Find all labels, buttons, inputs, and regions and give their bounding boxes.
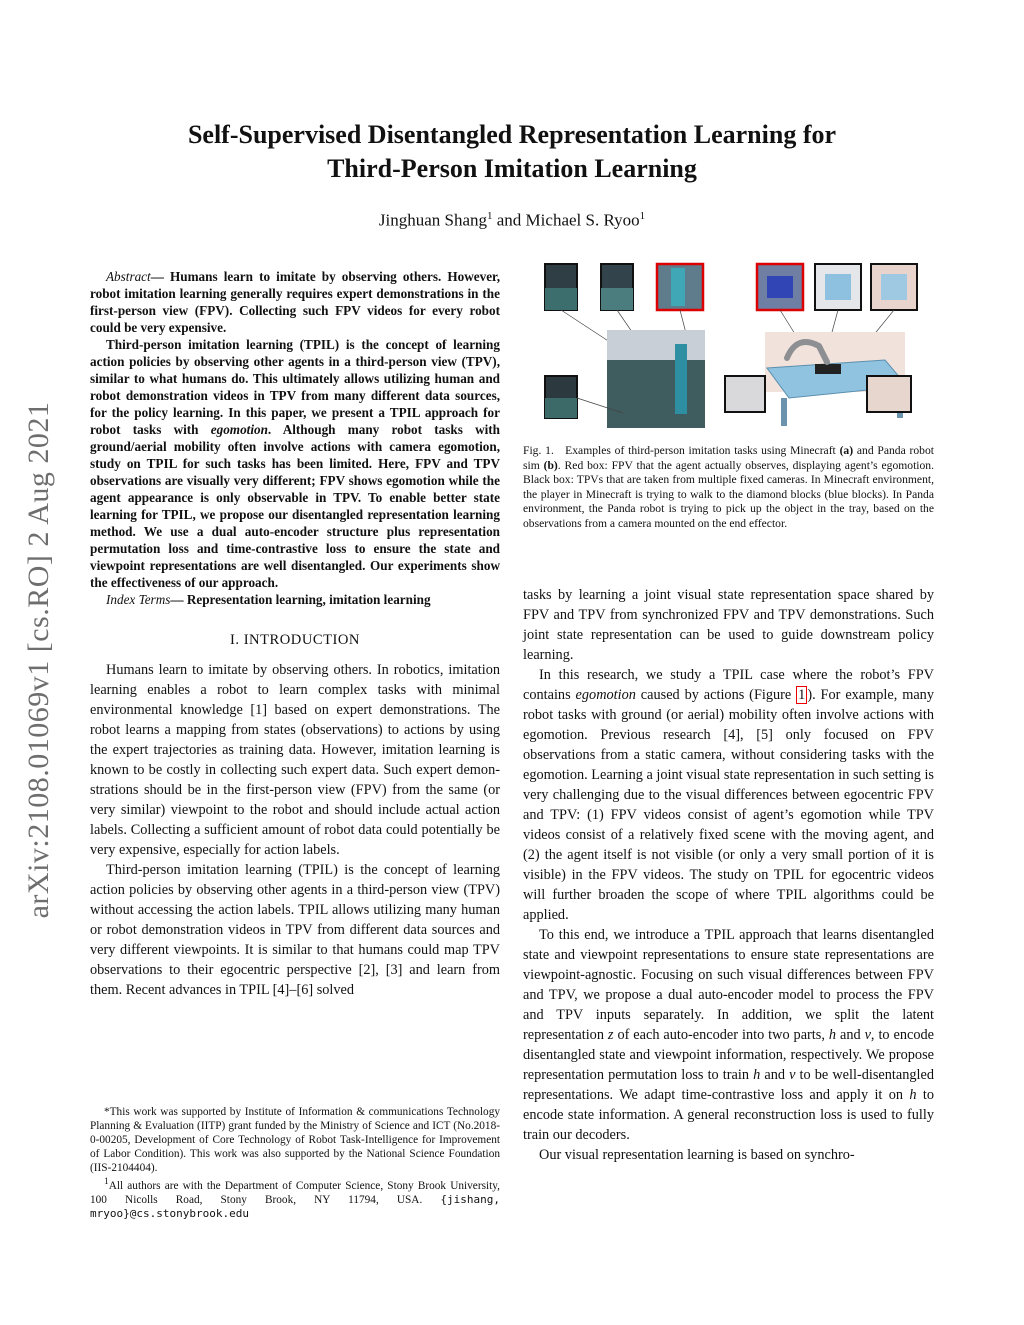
right-text-3e: and — [760, 1067, 790, 1083]
author-line — [100, 210, 924, 231]
panda-tpv-2-table — [881, 274, 907, 300]
abstract-egomotion: egomotion — [210, 422, 268, 437]
intro-paragraph-2: Third-person imitation learning (TPIL) is the concept of learning action policies by observing other agents in a third-person view (TPV) without accessing the action labels. TPIL allows utilizing many human or robot demonstration videos in TPV from different data sources and very different viewpoints. It is similar to that humans could map TPV observations to their egocentric perspective [2], [3] and learn from them. Recent advances in TPIL [4]–[6] solved — [90, 862, 500, 998]
caption-a: (a) — [839, 444, 854, 457]
abstract-text-2b: . Although many robot tasks with ground/aerial mobility often involve actions with camera egomotion, study on TPIL for such tasks has been limited. Here, FPV and TPV observations are visually very different; FPV shows egomotion while the agent appearance is only observable in TPV. To enable better state learning for TPIL, we propose our disentangled representation learning method. We use a dual auto-encoder structure plus representation permutation loss and time-contrastive loss to ensure the state and viewpoint representations are well disentangled. Our experiments show the effectiveness of our approach. — [90, 422, 501, 590]
caption-text-1: Examples of third-person imitation tasks using Minecraft — [553, 444, 840, 457]
symbol-v-2: v — [789, 1067, 796, 1083]
right-text-3b: of each auto-encoder into two parts, — [613, 1027, 829, 1043]
minecraft-fpv-block — [671, 268, 685, 306]
right-paragraph-3 — [523, 925, 934, 1145]
arxiv-identifier-text: arXiv:2108.01069v1 [cs.RO] 2 Aug 2021 — [22, 401, 55, 919]
minecraft-scene-sky — [607, 330, 705, 360]
figure-1 — [535, 258, 935, 433]
arxiv-identifier — [14, 350, 64, 970]
figure-reference-link[interactable]: 1 — [798, 687, 806, 703]
symbol-h: h — [828, 1027, 837, 1043]
right-paragraph-4: Our visual representation learning is based on synchro- — [539, 1147, 855, 1163]
caption-text-2: and Panda robot sim — [523, 444, 934, 472]
abstract-paragraph-2 — [90, 336, 500, 591]
right-paragraph-1: tasks by learning a joint visual state representation space shared by FPV and TPV from synchronized FPV and TPV demonstrations. Such joint state representation can be used to guide downstream policy learning. — [523, 587, 934, 663]
abstract-paragraph-1 — [90, 268, 500, 336]
figure-1-caption — [523, 444, 934, 531]
minecraft-tpv-2-floor — [601, 288, 633, 310]
symbol-v: v — [864, 1027, 871, 1043]
right-text-3c: and — [836, 1027, 865, 1043]
introduction — [90, 630, 500, 1000]
right-text-3d: , to encode disentangled state and viewpoint information, respectively. We propose representation permutation loss to train — [523, 1027, 934, 1083]
right-text-2a: In this research, we study a TPIL case where the robot’s FPV contains — [523, 667, 934, 703]
panda-table-leg-1 — [781, 398, 787, 426]
abstract-text-2a: Third-person imitation learning (TPIL) is the concept of learning action policies by observing other agents in a third-person view (TPV), similar to what humans do. This ultimately allows utilizing human and robot demonstration videos in TPV from many different data sources, for the policy learning. In this paper, we present a TPIL approach for robot tasks with — [90, 337, 500, 437]
section-heading: I. INTRODUCTION — [230, 632, 360, 648]
right-egomotion: egomotion — [575, 687, 636, 703]
author-2: and Michael S. Ryoo — [492, 210, 640, 230]
symbol-z: z — [607, 1027, 614, 1043]
right-column-text — [523, 585, 934, 1165]
index-terms-label: Index Terms — [106, 592, 171, 607]
minecraft-tpv-1-floor — [545, 288, 577, 310]
paper-title — [100, 118, 924, 186]
author-1-affiliation: 1 — [487, 210, 493, 222]
footnote-email: {jishang, mryoo}@cs.stonybrook.edu — [90, 1192, 500, 1220]
index-terms-text: — Representation learning, imitation learning — [170, 592, 431, 607]
footnote-funding: *This work was supported by Institute of Information & communications Technology Planning & Evaluation (IITP) grant funded by the Ministry of Science and ICT (No.2018-0-00205, Development of Core Technology of Robot Task-Intelligence for Improvement of Labor Condition). This work was also supported by the National Science Foundation (IIS-2104404). — [90, 1106, 500, 1174]
right-text-3a: To this end, we introduce a TPIL approach that learns disentangled state and viewpoint representations to ensure state representations are viewpoint-agnostic. Focusing on such visual differences between FPV and TPV, we propose a dual auto-encoder model to process the FPV and TPV inputs separately. In addition, we split the latent representation — [523, 927, 934, 1043]
panda-panel — [725, 264, 917, 426]
symbol-h-2: h — [753, 1067, 761, 1083]
abstract-label: Abstract — [106, 269, 151, 284]
panda-tpv-4 — [867, 376, 911, 412]
caption-b: (b) — [543, 458, 558, 472]
right-text-3f: to be well-disentangled representations. We adapt time-contrastive loss and apply it on — [523, 1067, 934, 1103]
footnote-affiliation — [90, 1175, 500, 1221]
footnote-mark: 1 — [104, 1177, 109, 1187]
author-1: Jinghuan Shang — [378, 210, 488, 230]
minecraft-panel — [545, 264, 705, 428]
intro-paragraph-1: Humans learn to imitate by observing others. In robotics, imitation learning enables a robot to learn complex tasks with minimal environmental knowledge [1] based on expert demonstrations. The robot learns a mapping from states (observations) to actions by using the expert trajectories as training data. However, imitation learning is known to be costly in collecting such expert data. Such expert demonstrations should be in the first-person view (FPV) from the same (or very similar) viewpoint to the robot and should include actual action labels. Collecting a sufficient amount of robot data could potentially be very expensive, especially for action labels. — [90, 662, 500, 858]
right-text-3g: to encode state information. A general reconstruction loss is used to fully train our decoders. — [523, 1087, 934, 1143]
abstract — [90, 268, 500, 1000]
right-text-2c: ). For example, many robot tasks with ground (or aerial) mobility often involve actions with egomotion. Previous research [4], [5] only focused on FPV observations from a static camera, without considering tasks with the egomotion. Learning a joint visual state representation in such setting is very challenging due to the visual differences between egocentric FPV and TPV: (1) FPV videos consist of agent’s egomotion while TPV videos consist of a relatively fixed scene with the moving agent, and (2) the agent itself is not visible (or only a very small portion of it is visible) in the FPV videos. The study on TPIL for egocentric videos will further broaden the scope of where TPIL algorithms could be applied. — [523, 687, 934, 923]
panda-fpv-tray — [767, 276, 793, 298]
minecraft-diamond-block — [675, 344, 687, 414]
abstract-text-1: — Humans learn to imitate by observing others. However, robot imitation learning generally requires expert demonstrations in the first-person view (FPV). Collecting such FPV videos for every robot could be very expensive. — [90, 269, 500, 335]
index-terms — [90, 591, 500, 608]
minecraft-tpv-3-floor — [545, 398, 577, 418]
title-line-1: Self-Supervised Disentangled Representation Learning for — [187, 120, 837, 149]
symbol-h-3: h — [909, 1087, 917, 1103]
panda-tray — [815, 364, 841, 374]
panda-tpv-1-table — [825, 274, 851, 300]
footnotes — [90, 1105, 500, 1221]
caption-text-3: . Red box: FPV that the agent actually observes, displaying agent’s egomotion. Black box: TPVs that are taken from multiple fixed cameras. In Minecraft environment, the player in Minecraft is trying to walk to the diamond blocks (blue blocks). In Panda environment, the Panda robot is trying to pick up the object in the tray, based on the observations from a camera mounted on the end effector. — [523, 458, 935, 530]
right-paragraph-2 — [523, 665, 934, 925]
caption-label: Fig. 1. — [523, 444, 554, 457]
author-2-affiliation: 1 — [639, 210, 646, 222]
footnote-affiliation-text: All authors are with the Department of Computer Science, Stony Brook University, 100 Nicolls Road, Stony Brook, NY 11794, USA. — [90, 1179, 500, 1206]
panda-tpv-3 — [725, 376, 765, 412]
title-line-2: Third-Person Imitation Learning — [327, 154, 697, 183]
right-text-2b: caused by actions (Figure — [635, 687, 797, 703]
